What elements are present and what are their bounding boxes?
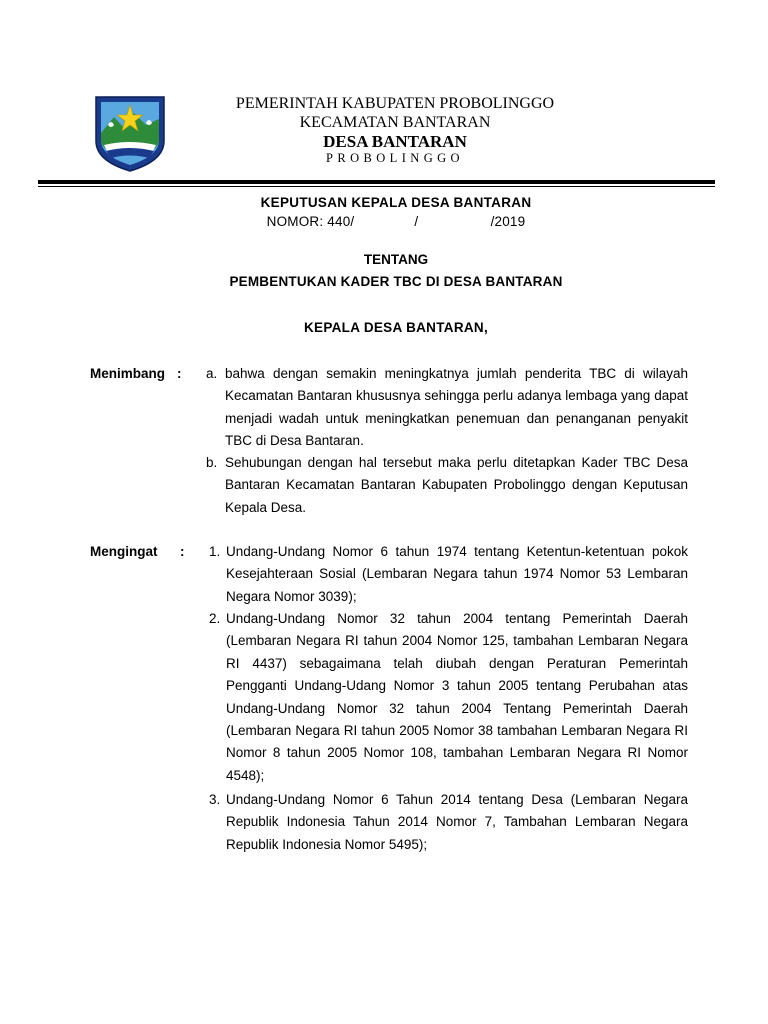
decree-about-label: TENTANG <box>363 252 429 267</box>
letterhead-village: DESA BANTARAN <box>323 132 467 151</box>
decree-subject: PEMBENTUKAN KADER TBC DI DESA BANTARAN <box>229 274 563 289</box>
list-item-text: Undang-Undang Nomor 32 tahun 2004 tentang Pemerintah Daerah (Lembaran Negara RI tahun 2004 Nomor 125, tambahan Lembaran Negara RI 4437) sebagaimana telah diubah dengan Peraturan Pemerintah Pengganti Undang-Udang Nomor 3 tahun 2005 tentang Perubahan atas Undang-Undang Nomor 32 tahun 2004 Tentang Pemerintah Daerah (Lembaran Negara RI tahun 2005 Nomor 38 tambahan Lembaran Negara RI Nomor 8 tahun 2005 Nomor 108, tambahan Lembaran Negara RI Nomor 4548); <box>226 611 688 783</box>
list-item-text: Undang-Undang Nomor 6 tahun 1974 tentang Ketentun-ketentuan pokok Kesejahteraan Sosial (Lembaran Negara tahun 1974 Nomor 53 Lembaran Negara Nomor 3039); <box>226 544 688 604</box>
letterhead-city: PROBOLINGGO <box>326 151 464 165</box>
decree-number-separator: / <box>414 214 419 229</box>
mengingat-colon: : <box>180 544 185 559</box>
letterhead-rule-thin <box>38 186 715 187</box>
decree-number <box>0 214 768 229</box>
mengingat-label: Mengingat <box>90 544 158 559</box>
list-item-text: Sehubungan dengan hal tersebut maka perlu ditetapkan Kader TBC Desa Bantaran Kecamatan Bantaran Kabupaten Probolinggo dengan Keputusan Kepala Desa. <box>225 455 688 515</box>
list-marker: 2. <box>209 611 221 626</box>
list-marker: 1. <box>209 544 221 559</box>
mengingat-item <box>206 608 688 787</box>
list-item-text: bahwa dengan semakin meningkatnya jumlah penderita TBC di wilayah Kecamatan Bantaran khususnya sehingga perlu adanya lembaga yang dapat menjadi wadah untuk meningkatkan penemuan dan penanganan penyakit TBC di Desa Bantaran. <box>225 366 688 449</box>
mengingat-item <box>206 789 688 856</box>
menimbang-colon: : <box>177 366 182 381</box>
list-item-text: Undang-Undang Nomor 6 Tahun 2014 tentang Desa (Lembaran Negara Republik Indonesia Tahun 2014 Nomor 7, Tambahan Lembaran Negara Republik Indonesia Nomor 5495); <box>226 792 688 852</box>
decree-number-prefix: NOMOR: 440/ <box>266 214 355 229</box>
letterhead-government: PEMERINTAH KABUPATEN PROBOLINGGO <box>235 95 555 112</box>
letterhead-district: KECAMATAN BANTARAN <box>299 114 491 131</box>
menimbang-item <box>206 363 688 453</box>
decree-issuer: KEPALA DESA BANTARAN, <box>303 320 489 335</box>
list-marker: 3. <box>209 792 221 807</box>
decree-heading: KEPUTUSAN KEPALA DESA BANTARAN <box>260 195 532 210</box>
menimbang-label: Menimbang <box>90 366 166 381</box>
regency-emblem-logo <box>94 95 166 173</box>
list-marker: a. <box>206 366 218 381</box>
list-marker: b. <box>206 455 218 470</box>
letterhead-rule-thick <box>38 180 715 184</box>
menimbang-item <box>206 452 688 519</box>
mengingat-item <box>206 541 688 608</box>
decree-number-year: /2019 <box>490 214 526 229</box>
